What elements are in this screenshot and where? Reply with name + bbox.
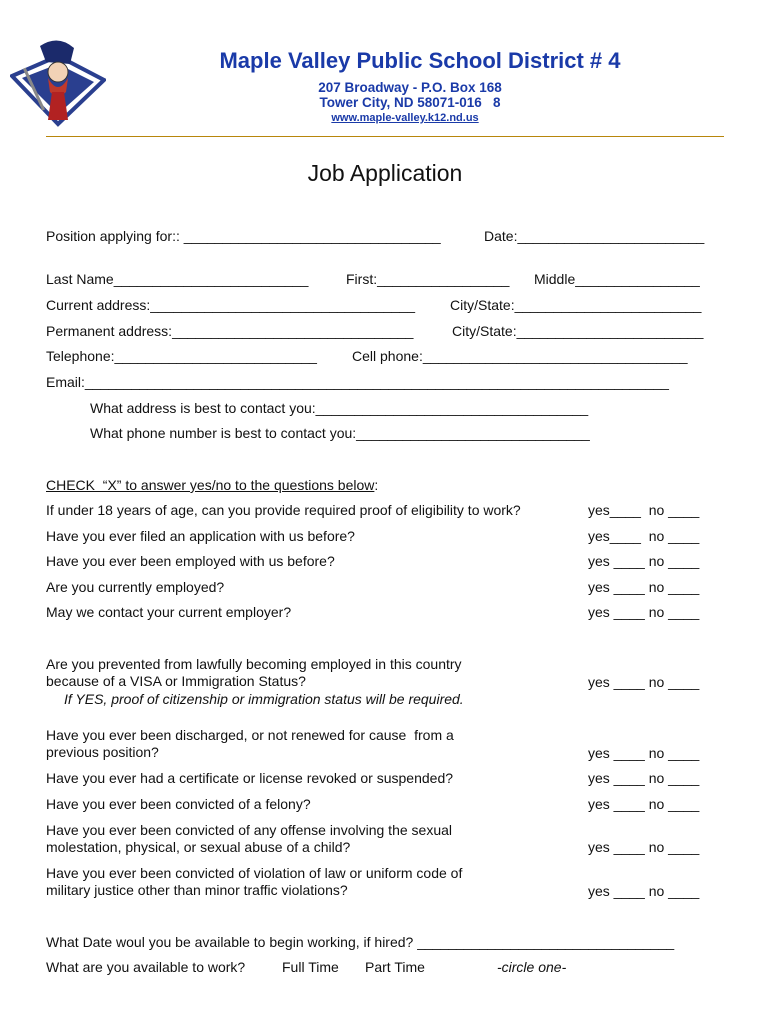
question-8: Have you ever had a certificate or license revoked or suspended?: [46, 770, 454, 786]
yes-no-11[interactable]: yes ____ no ____: [588, 883, 700, 899]
full-time-option[interactable]: Full Time: [282, 959, 339, 975]
district-name: Maple Valley Public School District # 4: [219, 48, 621, 73]
question-11: Have you ever been convicted of violation of law or uniform code of military justice other than minor traffic violations?: [46, 865, 463, 898]
question-6: Are you prevented from lawfully becoming employed in this country because of a VISA or Immigration Status?: [46, 656, 462, 689]
permanent-address-field[interactable]: Permanent address:_______________________________: [46, 323, 414, 339]
availability-label: What are you available to work?: [46, 959, 246, 975]
part-time-option[interactable]: Part Time: [365, 959, 425, 975]
visa-note: If YES, proof of citizenship or immigration status will be required.: [64, 691, 464, 707]
yes-no-5[interactable]: yes ____ no ____: [588, 604, 700, 620]
question-2: Have you ever filed an application with us before?: [46, 528, 355, 544]
question-3: Have you ever been employed with us before?: [46, 553, 335, 569]
district-address-line1: 207 Broadway - P.O. Box 168: [318, 80, 502, 95]
district-website-link[interactable]: www.maple-valley.k12.nd.us: [331, 112, 479, 124]
middle-name-field[interactable]: Middle________________: [534, 271, 700, 287]
position-field[interactable]: Position applying for:: _________________________________: [46, 228, 441, 244]
start-date-field[interactable]: What Date woul you be available to begin working, if hired? _________________________________: [46, 934, 675, 950]
permanent-city-state-field[interactable]: City/State:________________________: [452, 323, 704, 339]
current-address-field[interactable]: Current address:__________________________________: [46, 297, 415, 313]
question-9: Have you ever been convicted of a felony?: [46, 796, 311, 812]
yes-no-1[interactable]: yes____ no ____: [588, 502, 700, 518]
question-1: If under 18 years of age, can you provide required proof of eligibility to work?: [46, 502, 521, 518]
last-name-field[interactable]: Last Name_________________________: [46, 271, 309, 287]
telephone-field[interactable]: Telephone:__________________________: [46, 348, 317, 364]
yes-no-7[interactable]: yes ____ no ____: [588, 745, 700, 761]
question-10: Have you ever been convicted of any offense involving the sexual molestation, physical, or sexual abuse of a child?: [46, 822, 452, 855]
circle-one-note: -circle one-: [497, 959, 567, 975]
header-divider: [46, 136, 724, 137]
cell-phone-field[interactable]: Cell phone:__________________________________: [352, 348, 688, 364]
current-city-state-field[interactable]: City/State:________________________: [450, 297, 702, 313]
best-address-field[interactable]: What address is best to contact you:___________________________________: [90, 400, 589, 416]
check-instructions-colon: :: [374, 477, 379, 493]
yes-no-8[interactable]: yes ____ no ____: [588, 770, 700, 786]
best-phone-field[interactable]: What phone number is best to contact you:______________________________: [90, 425, 590, 441]
yes-no-9[interactable]: yes ____ no ____: [588, 796, 700, 812]
yes-no-6[interactable]: yes ____ no ____: [588, 674, 700, 690]
document-title: Job Application: [307, 160, 463, 186]
question-5: May we contact your current employer?: [46, 604, 292, 620]
check-instructions: [46, 477, 378, 493]
first-name-field[interactable]: First:_________________: [346, 271, 510, 287]
question-4: Are you currently employed?: [46, 579, 225, 595]
question-7: Have you ever been discharged, or not renewed for cause from a previous position?: [46, 727, 454, 760]
yes-no-3[interactable]: yes ____ no ____: [588, 553, 700, 569]
yes-no-4[interactable]: yes ____ no ____: [588, 579, 700, 595]
yes-no-10[interactable]: yes ____ no ____: [588, 839, 700, 855]
check-instructions-text: CHECK “X” to answer yes/no to the questions below: [46, 477, 375, 493]
date-field[interactable]: Date:________________________: [484, 228, 705, 244]
yes-no-2[interactable]: yes____ no ____: [588, 528, 700, 544]
email-field[interactable]: Email:___________________________________________________________________________: [46, 374, 669, 390]
district-address-line2: Tower City, ND 58071-016 8: [319, 95, 501, 110]
